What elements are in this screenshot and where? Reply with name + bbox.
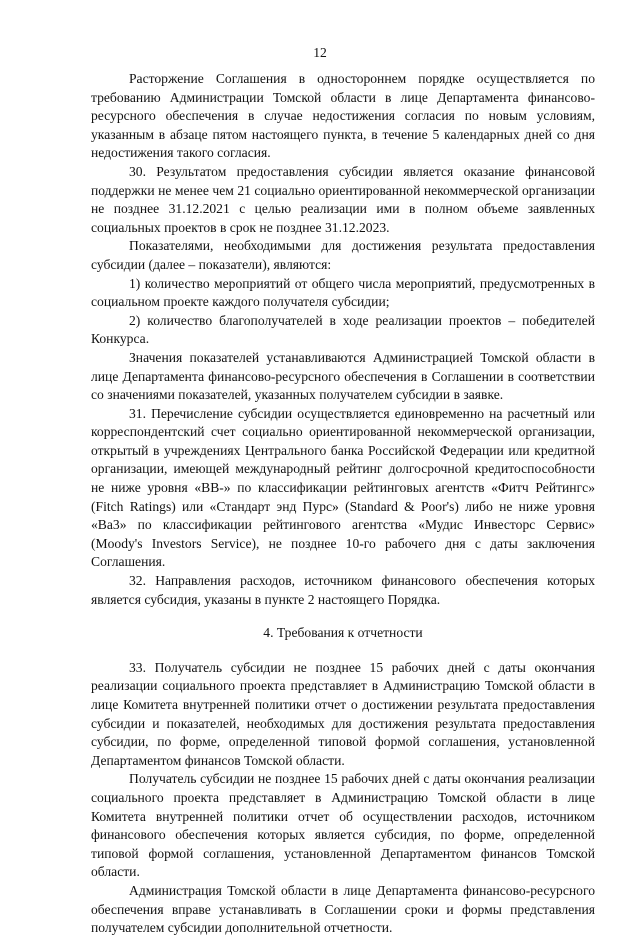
document-body bbox=[91, 70, 595, 938]
paragraph: 32. Направления расходов, источником финансового обеспечения которых является субсидия, указаны в пункте 2 настоящего Порядка. bbox=[91, 573, 595, 607]
paragraph: Получатель субсидии не позднее 15 рабочих дней с даты окончания реализации социального проекта представляет в Администрацию Томской области в лице Комитета внутренней политики отчет об осуществлении расходов, источником финансового обеспечения которых является субсидия, по форме, определенной типовой формой соглашения, установленной Департаментом финансов Томской области. bbox=[91, 771, 595, 880]
paragraph: 2) количество благополучателей в ходе реализации проектов – победителей Конкурса. bbox=[91, 312, 595, 347]
paragraph: Значения показателей устанавливаются Администрацией Томской области в лице Департамента финансово-ресурсного обеспечения в Соглашении в соответствии со значениями показателей, указанных получателем субсидии в заявке. bbox=[91, 349, 595, 403]
paragraph: 1) количество мероприятий от общего числа мероприятий, предусмотренных в социальном проекте каждого получателя субсидии; bbox=[91, 275, 595, 310]
section-heading: 4. Требования к отчетности bbox=[263, 625, 423, 641]
paragraph: 31. Перечисление субсидии осуществляется единовременно на расчетный или корреспондентский счет социально ориентированной некоммерческой организации, открытый в учреждениях Центрального банка Российской Федерации или кредитной организации, имеющей международный рейтинг долгосрочной кредитоспособности не ниже уровня «ВВ-» по классификации рейтинговых агентств «Фитч Рейтингс» (Fitch Ratings) или «Стандарт энд Пурс» (Standard & Poor's) либо не ниже уровня «Ва3» по классификации рейтингового агентства «Мудис Инвесторс Сервис» (Moody's Investors Service), не позднее 10-го рабочего дня с даты заключения Соглашения. bbox=[91, 405, 595, 570]
paragraph: Показателями, необходимыми для достижения результата предоставления субсидии (далее – показатели), являются: bbox=[91, 238, 595, 272]
paragraph: Администрация Томской области в лице Департамента финансово-ресурсного обеспечения вправе устанавливать в Соглашении сроки и формы представления получателем субсидии дополнительной отчетности. bbox=[91, 882, 595, 936]
paragraph: 33. Получатель субсидии не позднее 15 рабочих дней с даты окончания реализации социального проекта представляет в Администрацию Томской области в лице Комитета внутренней политики отчет о достижении результата предоставления субсидии и показателей, необходимых для достижения результата предоставления субсидии, по форме, определенной типовой формой соглашения, установленной Департаментом финансов Томской области. bbox=[91, 659, 595, 768]
page-number: 12 bbox=[313, 45, 327, 60]
paragraph: 30. Результатом предоставления субсидии является оказание финансовой поддержки не менее чем 21 социально ориентированной некоммерческой организации не позднее 31.12.2021 с целью реализации ими в полном объеме заявленных социальных проектов в срок не позднее 31.12.2023. bbox=[91, 163, 595, 235]
paragraph: Расторжение Соглашения в одностороннем порядке осуществляется по требованию Администрации Томской области в лице Департамента финансово-ресурсного обеспечения в случае недостижения согласия по новым условиям, указанным в абзаце пятом настоящего пункта, в течение 5 календарных дней со дня недостижения такого согласия. bbox=[91, 71, 595, 161]
